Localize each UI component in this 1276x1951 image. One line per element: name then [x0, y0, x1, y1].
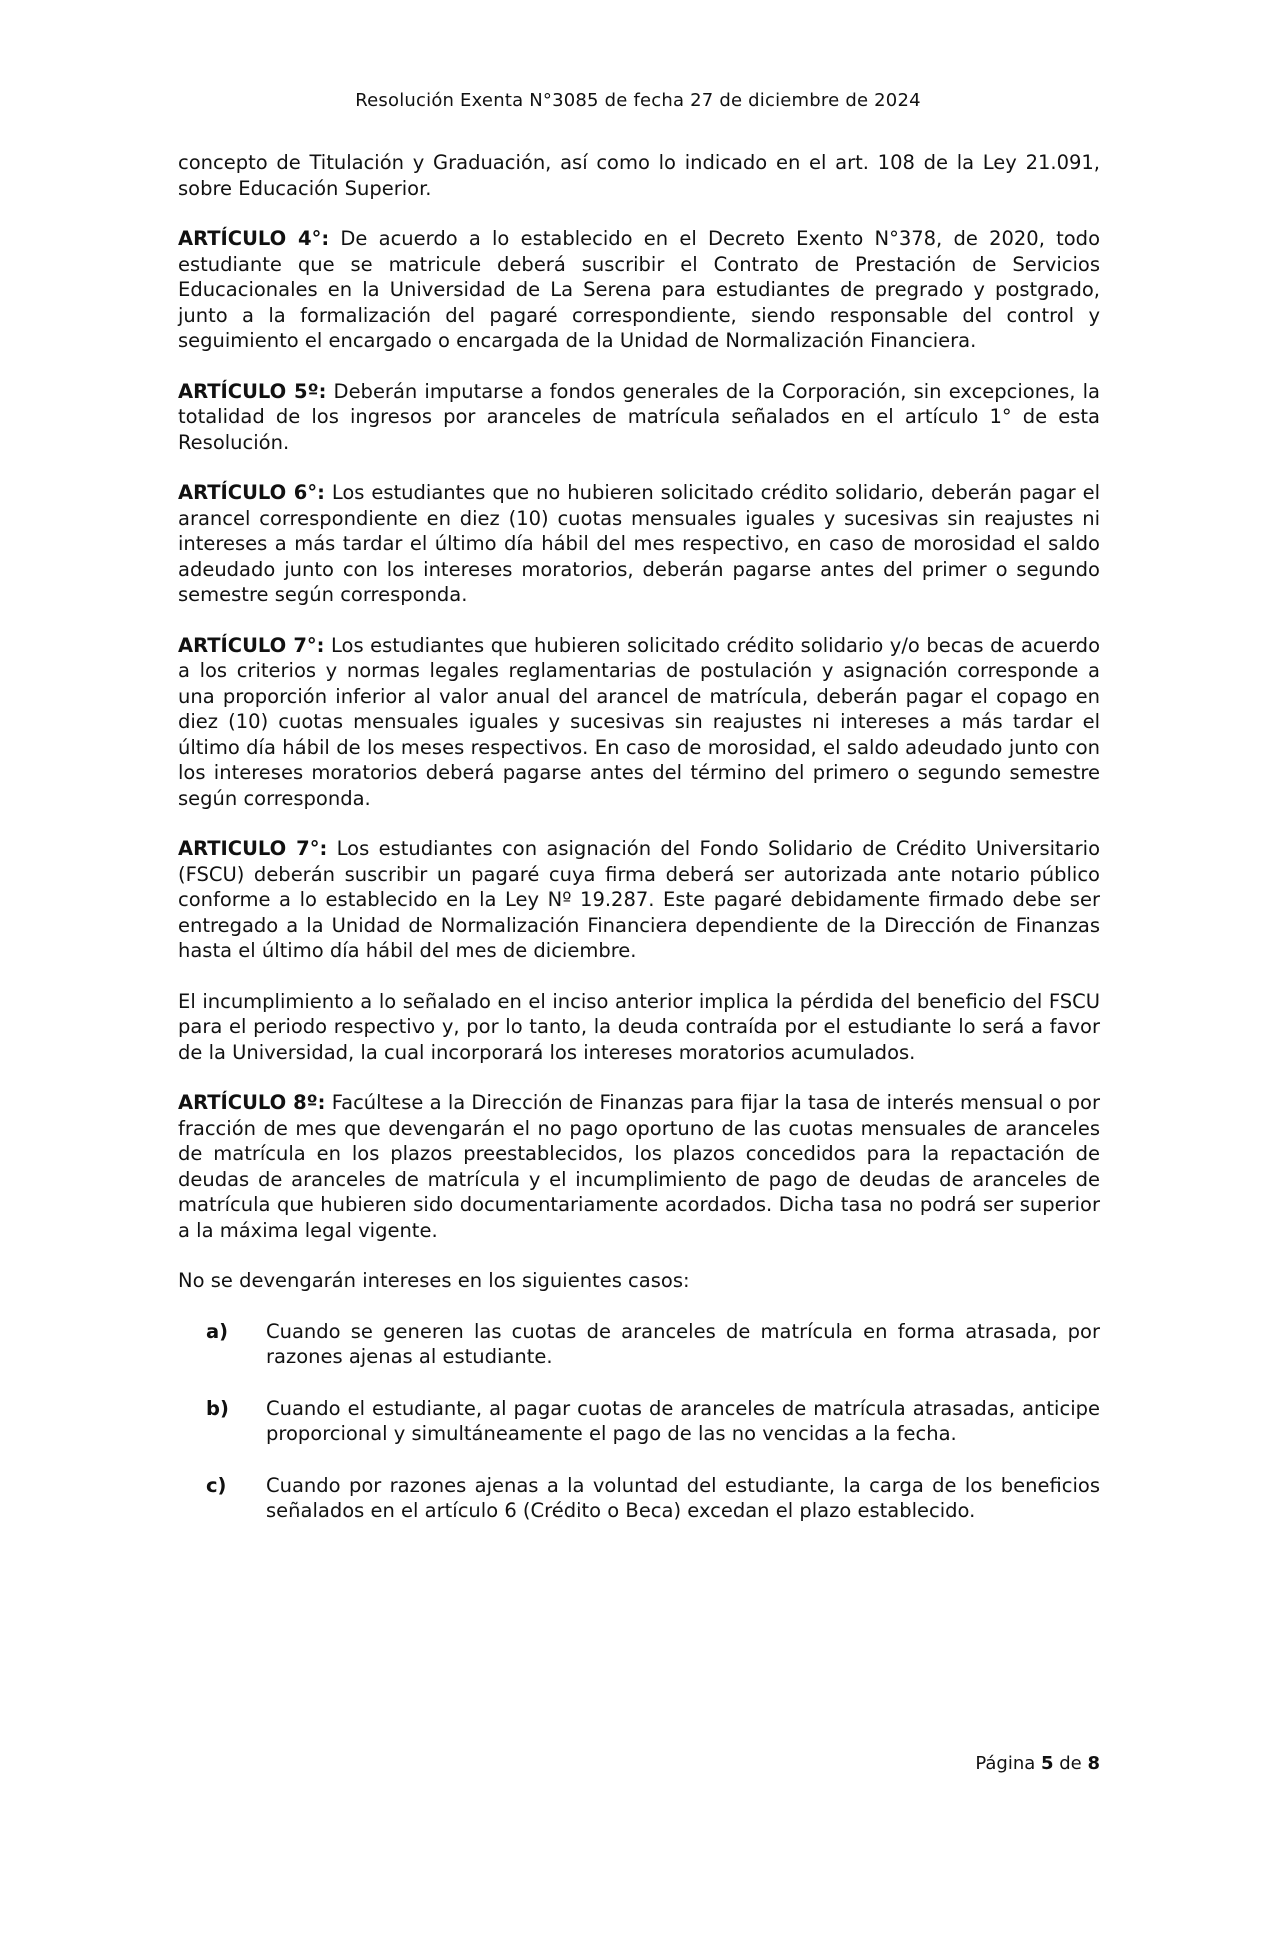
page-number-prefix: Página [975, 1753, 1041, 1774]
document-body [178, 150, 1100, 1550]
article-label: ARTÍCULO 8º: [178, 1091, 326, 1114]
paragraph-text: concepto de Titulación y Graduación, así como lo indicado en el art. 108 de la Ley 21.091, sobre Educación Superior. [178, 151, 1100, 200]
paragraph-list-intro [178, 1268, 1100, 1294]
paragraph-text: No se devengarán intereses en los siguientes casos: [178, 1269, 690, 1292]
article-text: Facúltese a la Dirección de Finanzas para fijar la tasa de interés mensual o por fracción de mes que devengarán el no pago oportuno de las cuotas mensuales de aranceles de matrícula en los plazos preestablecidos, los plazos concedidos para la repactación de deudas de aranceles de matrícula y el incumplimiento de pago de deudas de aranceles de matrícula que hubieren sido documentariamente acordados. Dicha tasa no podrá ser superior a la máxima legal vigente. [178, 1091, 1100, 1242]
article-text: Los estudiantes que hubieren solicitado crédito solidario y/o becas de acuerdo a los criterios y normas legales reglamentarias de postulación y asignación corresponde a una proporción inferior al valor anual del arancel de matrícula, deberán pagar el copago en diez (10) cuotas mensuales iguales y sucesivas sin reajustes ni intereses a más tardar el último día hábil de los meses respectivos. En caso de morosidad, el saldo adeudado junto con los intereses moratorios deberá pagarse antes del término del primero o segundo semestre según corresponda. [178, 633, 1100, 810]
list-marker: a) [206, 1319, 229, 1343]
article-label: ARTÍCULO 7°: [178, 633, 325, 657]
exceptions-list [178, 1319, 1100, 1524]
article-text: Deberán imputarse a fondos generales de la Corporación, sin excepciones, la totalidad de los ingresos por aranceles de matrícula señalados en el artículo 1° de esta Resolución. [178, 379, 1100, 454]
list-item-text: Cuando por razones ajenas a la voluntad del estudiante, la carga de los beneficios señalados en el artículo 6 (Crédito o Beca) excedan el plazo establecido. [266, 1473, 1100, 1522]
article-6 [178, 480, 1100, 608]
article-text: Los estudiantes que no hubieren solicitado crédito solidario, deberán pagar el arancel correspondiente en diez (10) cuotas mensuales iguales y sucesivas sin reajustes ni intereses a más tardar el último día hábil del mes respectivo, en caso de morosidad el saldo adeudado junto con los intereses moratorios, deberán pagarse antes del primer o segundo semestre según corresponda. [178, 481, 1100, 606]
page-number [975, 1753, 1100, 1774]
article-7 [178, 633, 1100, 812]
page-number-current: 5 [1040, 1753, 1054, 1774]
page-number-middle: de [1053, 1753, 1088, 1774]
article-8 [178, 1090, 1100, 1243]
list-item [178, 1473, 1100, 1524]
article-7-fscu [178, 836, 1100, 964]
list-item [178, 1396, 1100, 1447]
page-header: Resolución Exenta N°3085 de fecha 27 de diciembre de 2024 [355, 90, 921, 111]
list-marker: c) [206, 1473, 227, 1497]
article-4 [178, 226, 1100, 354]
article-text: Los estudiantes con asignación del Fondo Solidario de Crédito Universitario (FSCU) deberán suscribir un pagaré cuya firma deberá ser autorizada ante notario público conforme a lo establecido en la Ley Nº 19.287. Este pagaré debidamente firmado debe ser entregado a la Unidad de Normalización Financiera dependiente de la Dirección de Finanzas hasta el último día hábil del mes de diciembre. [178, 837, 1100, 962]
list-marker: b) [206, 1396, 229, 1420]
list-item [178, 1319, 1100, 1370]
article-label: ARTÍCULO 5º: [178, 379, 327, 403]
paragraph-text: El incumplimiento a lo señalado en el inciso anterior implica la pérdida del beneficio del FSCU para el periodo respectivo y, por lo tanto, la deuda contraída por el estudiante lo será a favor de la Universidad, la cual incorporará los intereses moratorios acumulados. [178, 989, 1100, 1064]
article-5 [178, 379, 1100, 456]
article-label: ARTICULO 7°: [178, 837, 328, 860]
page-number-total: 8 [1087, 1753, 1100, 1774]
paragraph-incumplimiento [178, 989, 1100, 1066]
article-label: ARTÍCULO 4°: [178, 227, 330, 250]
article-label: ARTÍCULO 6°: [178, 481, 325, 504]
list-item-text: Cuando el estudiante, al pagar cuotas de aranceles de matrícula atrasadas, anticipe proporcional y simultáneamente el pago de las no vencidas a la fecha. [266, 1396, 1100, 1445]
paragraph-continuation [178, 150, 1100, 201]
article-text: De acuerdo a lo establecido en el Decreto Exento N°378, de 2020, todo estudiante que se matricule deberá suscribir el Contrato de Prestación de Servicios Educacionales en la Universidad de La Serena para estudiantes de pregrado y postgrado, junto a la formalización del pagaré correspondiente, siendo responsable del control y seguimiento el encargado o encargada de la Unidad de Normalización Financiera. [178, 227, 1100, 352]
list-item-text: Cuando se generen las cuotas de aranceles de matrícula en forma atrasada, por razones ajenas al estudiante. [266, 1319, 1100, 1368]
